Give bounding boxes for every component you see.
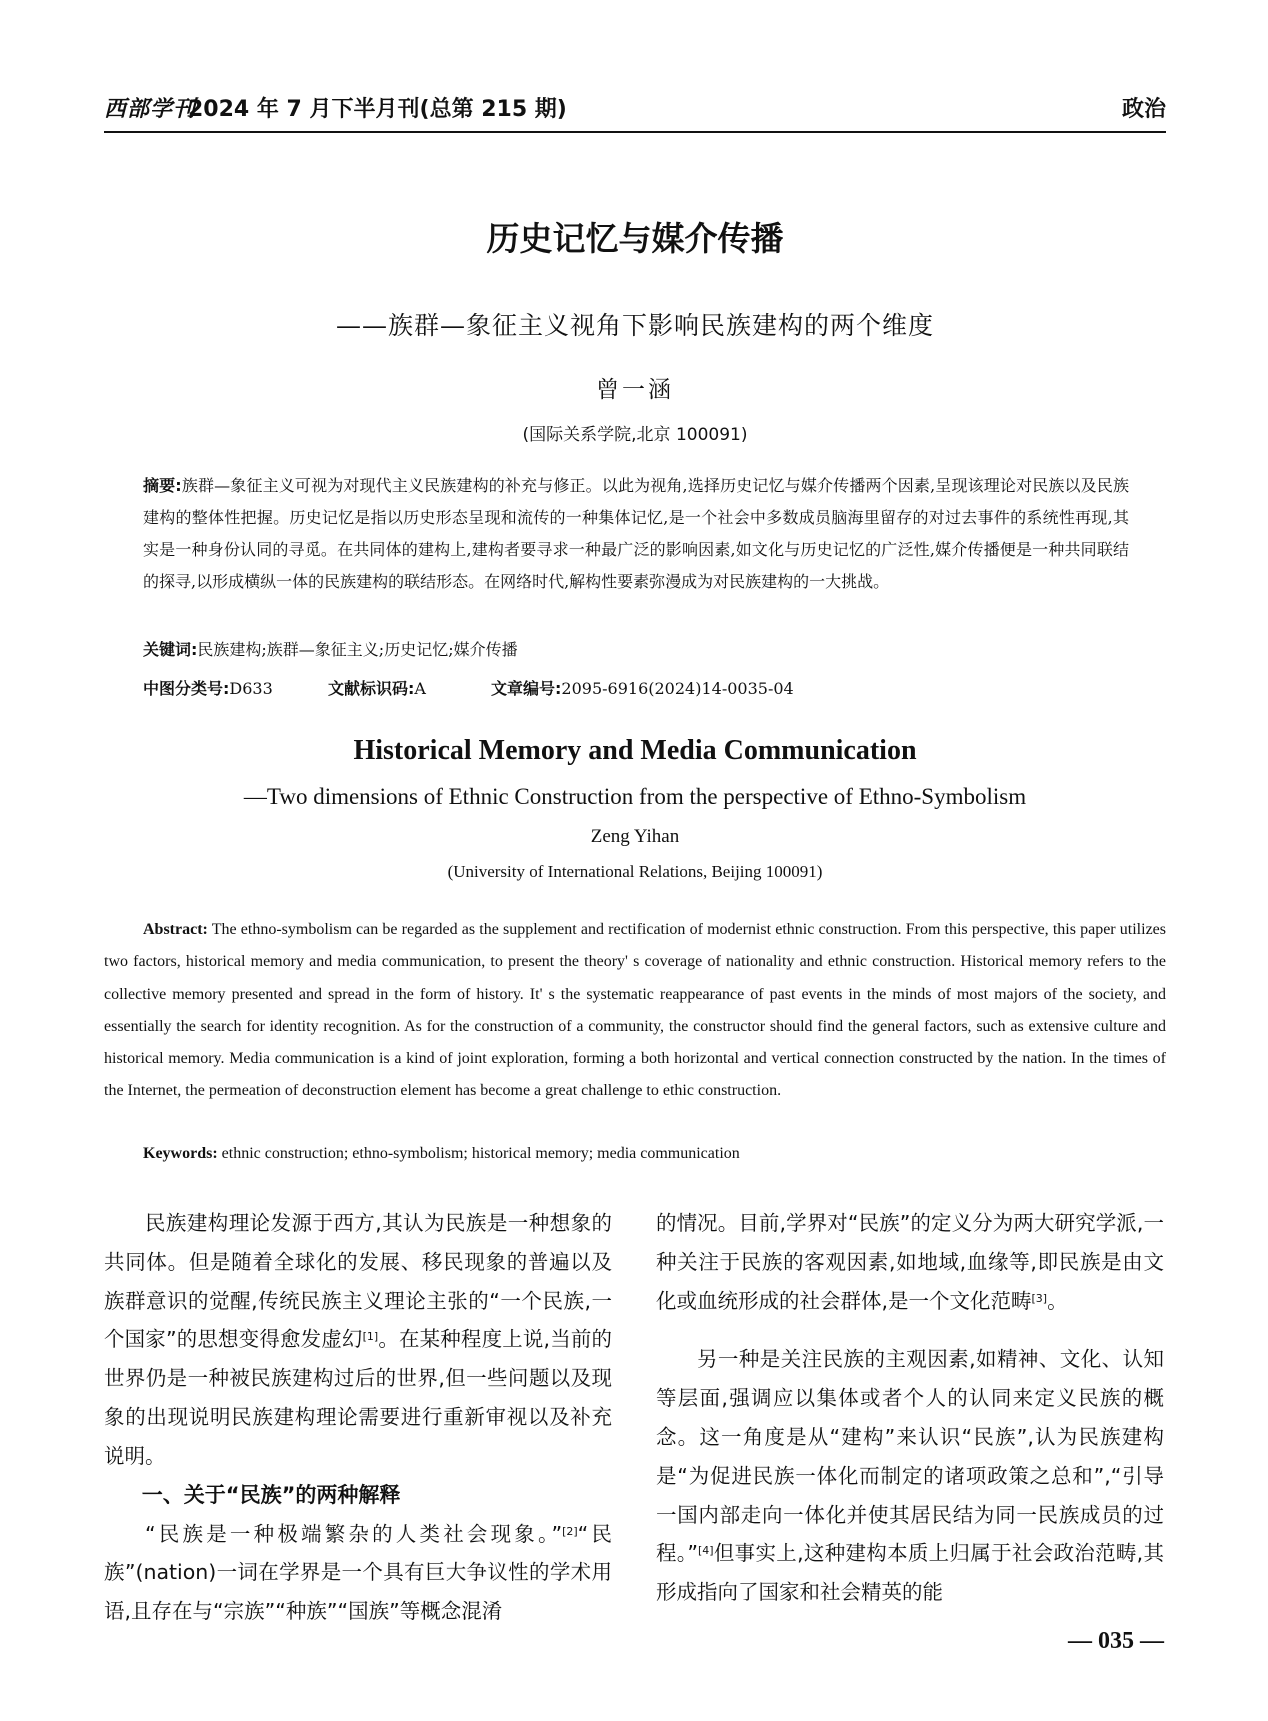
abstract-zh: [143, 470, 1129, 598]
paragraph-text: 。: [1047, 1288, 1068, 1313]
body-column-left: [104, 1204, 612, 1631]
citation-ref: [4]: [697, 1544, 714, 1558]
keywords-zh-label: 关键词:: [143, 640, 198, 659]
page-number: — 035 —: [1068, 1628, 1164, 1654]
citation-ref: [2]: [562, 1524, 578, 1538]
header-divider: [104, 131, 1166, 133]
paragraph-text: “民族是一种极端繁杂的人类社会现象。”: [145, 1521, 563, 1546]
subtitle-en: —Two dimensions of Ethnic Construction from the perspective of Ethno-Symbolism: [243, 784, 1027, 809]
body-paragraph: [104, 1204, 612, 1476]
document-code: [328, 676, 426, 699]
paragraph-text: “民族”(nation)一词在学界是一个具有巨大争议性的学术用语,且存在与“宗族”“种族”“国族”等概念混淆: [104, 1521, 612, 1624]
abstract-en-text: The ethno-symbolism can be regarded as the supplement and rectification of modernist ethnic construction. From this perspective, this paper utilizes two factors, historical memory and media communication, to present the theory' s coverage of nationality and ethnic construction. Historical memory refers to the collective memory presented and spread in the form of history. It' s the systematic reappearance of past events in the minds of most majors of the society, and essentially the search for identity recognition. As for the construction of a community, the constructor should find the general factors, such as extensive culture and historical memory. Media communication is a kind of joint exploration, forming a both horizontal and vertical connection constructed by the nation. In the times of the Internet, the permeation of deconstruction element has become a great challenge to ethic construction.: [104, 921, 1166, 1100]
author-en: Zeng Yihan: [590, 826, 680, 847]
abstract-zh-text: 族群—象征主义可视为对现代主义民族建构的补充与修正。以此为视角,选择历史记忆与媒介传播两个因素,呈现该理论对民族以及民族建构的整体性把握。历史记忆是指以历史形态呈现和流传的一种集体记忆,是一个社会中多数成员脑海里留存的对过去事件的系统性再现,其实是一种身份认同的寻觅。在共同体的建构上,建构者要寻求一种最广泛的影响因素,如文化与历史记忆的广泛性,媒介传播便是一种共同联结的探寻,以形成横纵一体的民族建构的联结形态。在网络时代,解构性要素弥漫成为对民族建构的一大挑战。: [143, 476, 1129, 591]
author-zh: 曾一涵: [596, 377, 674, 403]
subtitle-zh: ——族群—象征主义视角下影响民族建构的两个维度: [335, 311, 934, 340]
paragraph-text: 另一种是关注民族的主观因素,如精神、文化、认知等层面,强调应以集体或者个人的认同来定义民族的概念。这一角度是从“建构”来认识“民族”,认为民族建构是“为促进民族一体化而制定的诸项政策之总和”,“引导一国内部走向一体化并使其居民结为同一民族成员的过程。”: [656, 1347, 1164, 1566]
running-header: [104, 92, 1166, 126]
body-paragraph: [656, 1204, 1164, 1320]
abstract-zh-label: 摘要:: [143, 476, 182, 495]
citation-ref: [3]: [1031, 1291, 1048, 1305]
section-label: 政治: [1121, 97, 1166, 122]
keywords-zh-text: 民族建构;族群—象征主义;历史记忆;媒介传播: [197, 640, 518, 659]
article-number-label: 文章编号:: [491, 679, 562, 698]
title-zh: 历史记忆与媒介传播: [486, 219, 784, 258]
keywords-zh: [143, 637, 1129, 660]
article-number: [491, 676, 794, 699]
abstract-en-label: Abstract:: [143, 921, 208, 938]
affiliation-zh: (国际关系学院,北京 100091): [522, 425, 748, 445]
clc-value: D633: [229, 679, 273, 698]
abstract-en: [104, 914, 1166, 1108]
keywords-en-text: ethnic construction; ethno-symbolism; historical memory; media communication: [221, 1145, 740, 1162]
paragraph-text: 民族建构理论发源于西方,其认为民族是一种想象的共同体。但是随着全球化的发展、移民现象的普遍以及族群意识的觉醒,传统民族主义理论主张的“一个民族,一个国家”的思想变得愈发虚幻: [104, 1211, 612, 1352]
doc-code-value: A: [414, 679, 426, 698]
paragraph-text: 但事实上,这种建构本质上归属于社会政治范畴,其形成指向了国家和社会精英的能: [656, 1541, 1164, 1605]
paragraph-text: 。在某种程度上说,当前的世界仍是一种被民族建构过后的世界,但一些问题以及现象的出现说明民族建构理论需要进行重新审视以及补充说明。: [104, 1327, 612, 1468]
affiliation-en: (University of International Relations, Beijing 100091): [447, 862, 823, 881]
doc-code-label: 文献标识码:: [328, 679, 415, 698]
keywords-en: [143, 1145, 1166, 1163]
body-column-right: [656, 1204, 1164, 1612]
body-paragraph: [656, 1340, 1164, 1612]
journal-logo: 西部学刊: [104, 96, 197, 122]
issue-info: 2024 年 7 月下半月刊(总第 215 期): [188, 97, 567, 122]
clc-number: [143, 676, 273, 699]
body-paragraph: [104, 1515, 612, 1631]
article-number-value: 2095-6916(2024)14-0035-04: [561, 679, 794, 698]
keywords-en-label: Keywords:: [143, 1145, 218, 1162]
section-heading: 一、关于“民族”的两种解释: [141, 1482, 401, 1507]
paragraph-text: 的情况。目前,学界对“民族”的定义分为两大研究学派,一种关注于民族的客观因素,如地域,血缘等,即民族是由文化或血统形成的社会群体,是一个文化范畴: [656, 1211, 1164, 1313]
title-en: Historical Memory and Media Communication: [353, 735, 917, 766]
citation-ref: [1]: [362, 1330, 379, 1344]
clc-label: 中图分类号:: [143, 679, 230, 698]
